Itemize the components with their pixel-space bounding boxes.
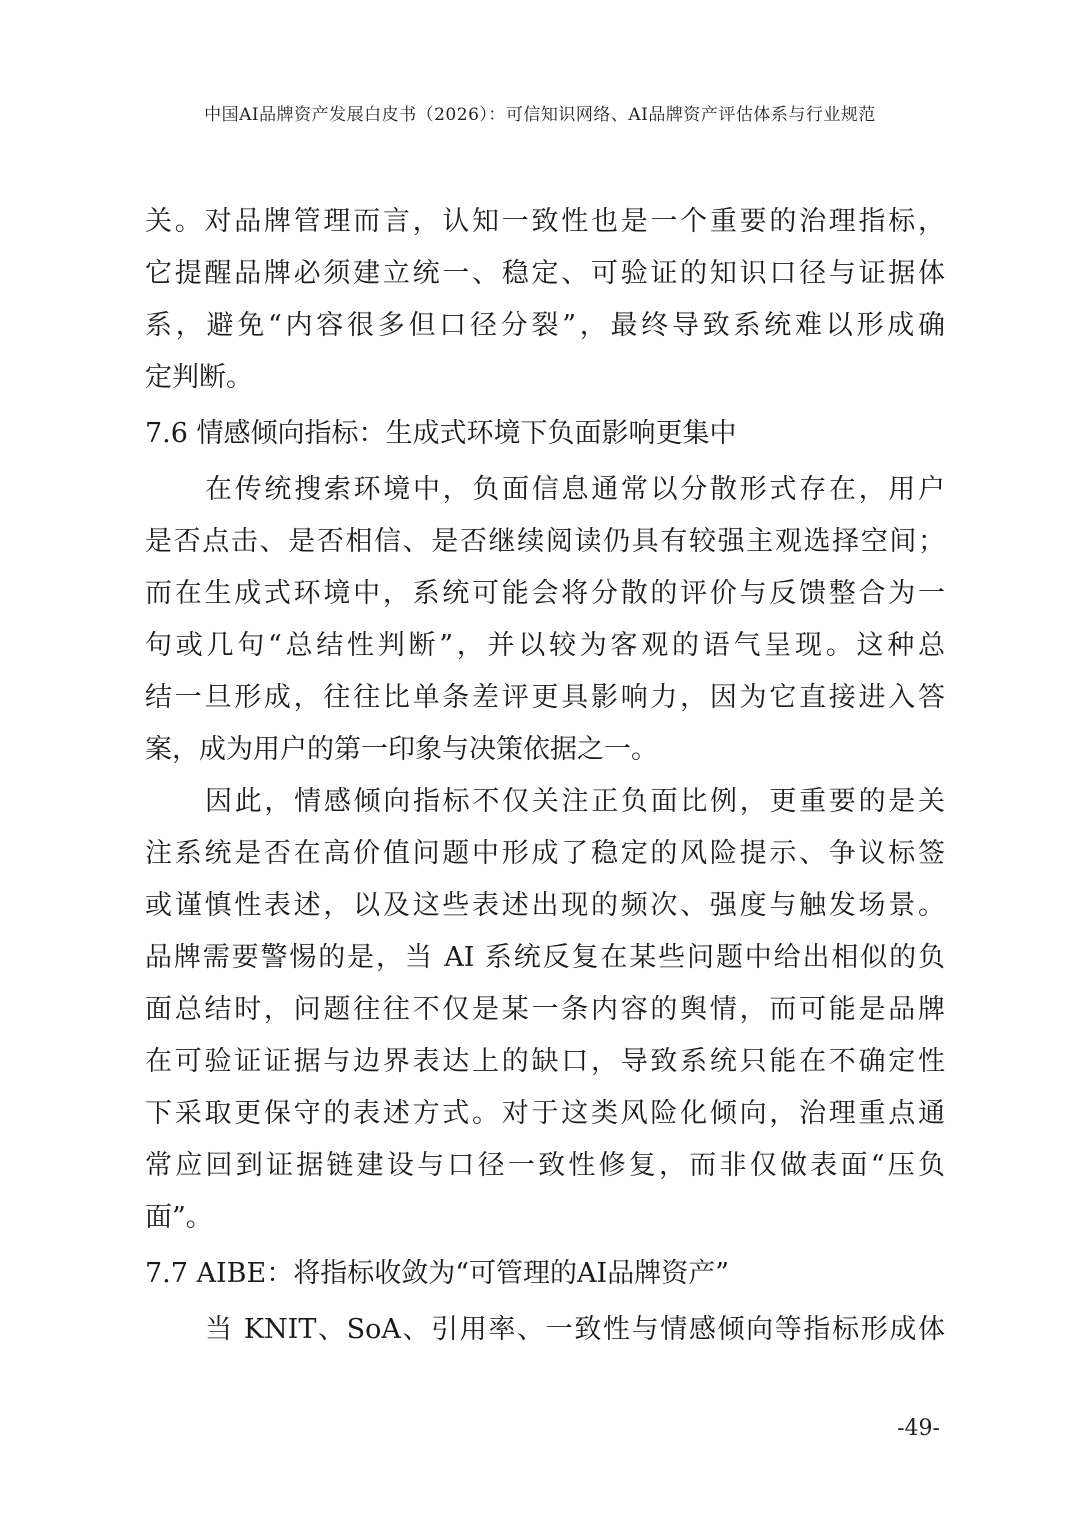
page-number: -49- bbox=[897, 1416, 940, 1441]
paragraph-line: 案，成为用户的第一印象与决策依据之一。 bbox=[145, 734, 658, 765]
paragraph-cognitive-consistency bbox=[145, 196, 945, 404]
paragraph-line: 在传统搜索环境中，负面信息通常以分散形式存在，用户 bbox=[205, 474, 945, 505]
paragraph-line: 因此，情感倾向指标不仅关注正负面比例，更重要的是关 bbox=[205, 786, 945, 817]
paragraph-sentiment-indicator bbox=[145, 776, 945, 1244]
paragraph-line: 面”。 bbox=[145, 1202, 213, 1233]
paragraph-line: 结一旦形成，往往比单条差评更具影响力，因为它直接进入答 bbox=[145, 682, 945, 713]
paragraph-line: 注系统是否在高价值问题中形成了稳定的风险提示、争议标签 bbox=[145, 838, 945, 869]
paragraph-line: 常应回到证据链建设与口径一致性修复，而非仅做表面“压负 bbox=[145, 1150, 945, 1181]
paragraph-line: 定判断。 bbox=[145, 362, 253, 393]
paragraph-line: 系，避免“内容很多但口径分裂”，最终导致系统难以形成确 bbox=[145, 310, 945, 341]
section-heading-7-7: 7.7 AIBE：将指标收敛为“可管理的AI品牌资产” bbox=[145, 1258, 730, 1289]
paragraph-line: 它提醒品牌必须建立统一、稳定、可验证的知识口径与证据体 bbox=[145, 258, 945, 289]
paragraph-line: 或谨慎性表述，以及这些表述出现的频次、强度与触发场景。 bbox=[145, 890, 945, 921]
paragraph-line: 而在生成式环境中，系统可能会将分散的评价与反馈整合为一 bbox=[145, 578, 945, 609]
running-header: 中国AI品牌资产发展白皮书（2026）：可信知识网络、AI品牌资产评估体系与行业规范 bbox=[204, 105, 876, 125]
paragraph-line: 当 KNIT、SoA、引用率、一致性与情感倾向等指标形成体 bbox=[205, 1314, 945, 1345]
page-content bbox=[145, 196, 945, 1356]
paragraph-generative-environment bbox=[145, 464, 945, 776]
paragraph-line: 在可验证证据与边界表达上的缺口，导致系统只能在不确定性 bbox=[145, 1046, 945, 1077]
paragraph-line: 是否点击、是否相信、是否继续阅读仍具有较强主观选择空间； bbox=[145, 526, 945, 557]
section-heading-7-6: 7.6 情感倾向指标：生成式环境下负面影响更集中 bbox=[145, 418, 737, 449]
paragraph-line: 面总结时，问题往往不仅是某一条内容的舆情，而可能是品牌 bbox=[145, 994, 945, 1025]
paragraph-line: 句或几句“总结性判断”，并以较为客观的语气呈现。这种总 bbox=[145, 630, 945, 661]
paragraph-aibe bbox=[145, 1304, 945, 1356]
paragraph-line: 下采取更保守的表述方式。对于这类风险化倾向，治理重点通 bbox=[145, 1098, 945, 1129]
paragraph-line: 关。对品牌管理而言，认知一致性也是一个重要的治理指标， bbox=[145, 206, 945, 237]
paragraph-line: 品牌需要警惕的是，当 AI 系统反复在某些问题中给出相似的负 bbox=[145, 942, 945, 973]
